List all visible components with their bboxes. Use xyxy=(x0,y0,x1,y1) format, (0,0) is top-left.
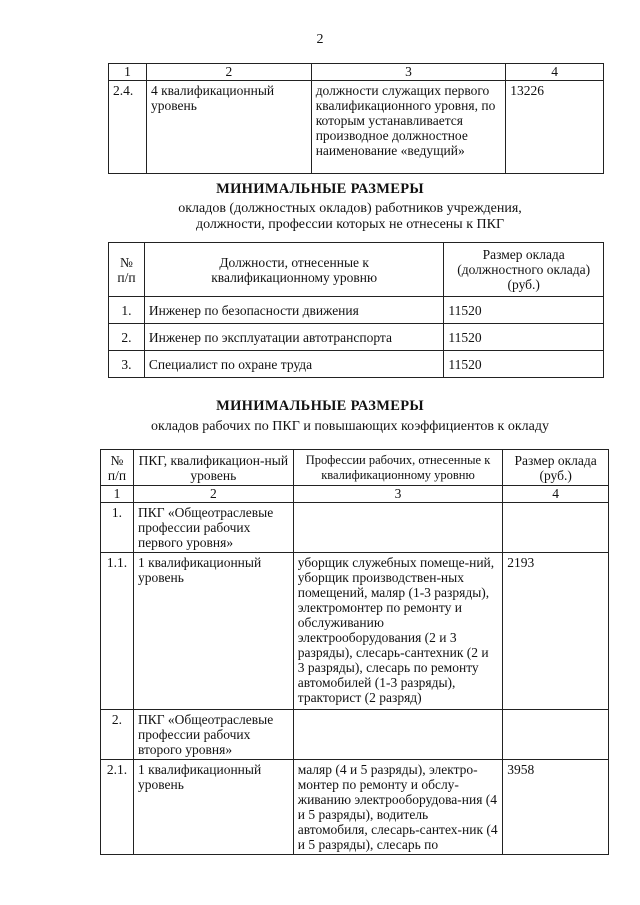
page-number: 2 xyxy=(316,32,324,47)
row-position: Инженер по безопасности движения xyxy=(144,297,443,324)
row-position: Инженер по эксплуатации автотранспорта xyxy=(144,324,443,351)
table-worker-pkg xyxy=(100,449,609,855)
row-pkg: ПКГ «Общеотраслевые профессии рабочих первого уровня» xyxy=(133,503,293,553)
table-row xyxy=(109,324,604,351)
row-number: 2. xyxy=(101,710,134,760)
row-pkg: 1 квалификационный уровень xyxy=(133,553,293,710)
table-row xyxy=(109,81,604,174)
col-number: 1 xyxy=(109,64,147,81)
col-number: 1 xyxy=(101,486,134,503)
row-number: 1. xyxy=(101,503,134,553)
table-other-positions xyxy=(108,242,604,378)
col-number: 4 xyxy=(506,64,604,81)
row-salary: 11520 xyxy=(444,297,604,324)
row-salary: 11520 xyxy=(444,351,604,378)
column-numbers-row xyxy=(101,486,609,503)
row-number: 3. xyxy=(109,351,145,378)
header-professions: Профессии рабочих, отнесенные к квалификационному уровню xyxy=(293,450,503,486)
table-row xyxy=(101,710,609,760)
row-salary xyxy=(503,710,609,760)
col-number: 4 xyxy=(503,486,609,503)
row-professions xyxy=(293,710,503,760)
table-row xyxy=(109,351,604,378)
table-continuation xyxy=(108,63,604,174)
header-position: Должности, отнесенные к квалификационному уровню xyxy=(144,243,443,297)
table-row xyxy=(101,553,609,710)
row-pkg: 1 квалификационный уровень xyxy=(133,760,293,855)
row-level: 4 квалификационный уровень xyxy=(146,81,311,174)
row-pkg: ПКГ «Общеотраслевые профессии рабочих второго уровня» xyxy=(133,710,293,760)
table-row xyxy=(109,297,604,324)
table-row xyxy=(101,760,609,855)
section3-title: МИНИМАЛЬНЫЕ РАЗМЕРЫ xyxy=(216,398,424,414)
section2-title: МИНИМАЛЬНЫЕ РАЗМЕРЫ xyxy=(216,181,424,197)
row-position: Специалист по охране труда xyxy=(144,351,443,378)
row-number: 2.4. xyxy=(109,81,147,174)
col-number: 3 xyxy=(293,486,503,503)
row-salary: 2193 xyxy=(503,553,609,710)
header-num: № п/п xyxy=(101,450,134,486)
row-salary xyxy=(503,503,609,553)
row-positions: должности служащих первого квалификационного уровня, по которым устанавливается производное должностное наименование «ведущий» xyxy=(311,81,506,174)
row-number: 1.1. xyxy=(101,553,134,710)
table-header-row xyxy=(109,64,604,81)
row-number: 1. xyxy=(109,297,145,324)
row-salary: 13226 xyxy=(506,81,604,174)
section2-subtitle: окладов (должностных окладов) работников учреждения, должности, профессии которых не отнесены к ПКГ xyxy=(178,201,522,232)
row-salary: 3958 xyxy=(503,760,609,855)
col-number: 2 xyxy=(146,64,311,81)
table-row xyxy=(101,503,609,553)
col-number: 3 xyxy=(311,64,506,81)
row-professions: уборщик служебных помеще-ний, уборщик производствен-ных помещений, маляр (1-3 разряды), электромонтер по ремонту и обслуживанию электрооборудования (2 и 3 разряды), слесарь-сантехник (2 и 3 разряды), слесарь по ремонту автомобилей (1-3 разряды), тракторист (2 разряд) xyxy=(293,553,503,710)
col-number: 2 xyxy=(133,486,293,503)
header-pkg: ПКГ, квалификацион-ный уровень xyxy=(133,450,293,486)
table-header-row xyxy=(109,243,604,297)
table-header-row xyxy=(101,450,609,486)
header-salary: Размер оклада (руб.) xyxy=(503,450,609,486)
row-number: 2.1. xyxy=(101,760,134,855)
header-salary: Размер оклада (должностного оклада) (руб.) xyxy=(444,243,604,297)
section3-subtitle: окладов рабочих по ПКГ и повышающих коэффициентов к окладу xyxy=(151,419,549,434)
row-professions xyxy=(293,503,503,553)
row-salary: 11520 xyxy=(444,324,604,351)
row-professions: маляр (4 и 5 разряды), электро-монтер по ремонту и обслу-живанию электрооборудова-ния (4 и 5 разряды), водитель автомобиля, слесарь-сантех-ник (4 и 5 разряды), слесарь по xyxy=(293,760,503,855)
row-number: 2. xyxy=(109,324,145,351)
header-num: № п/п xyxy=(109,243,145,297)
